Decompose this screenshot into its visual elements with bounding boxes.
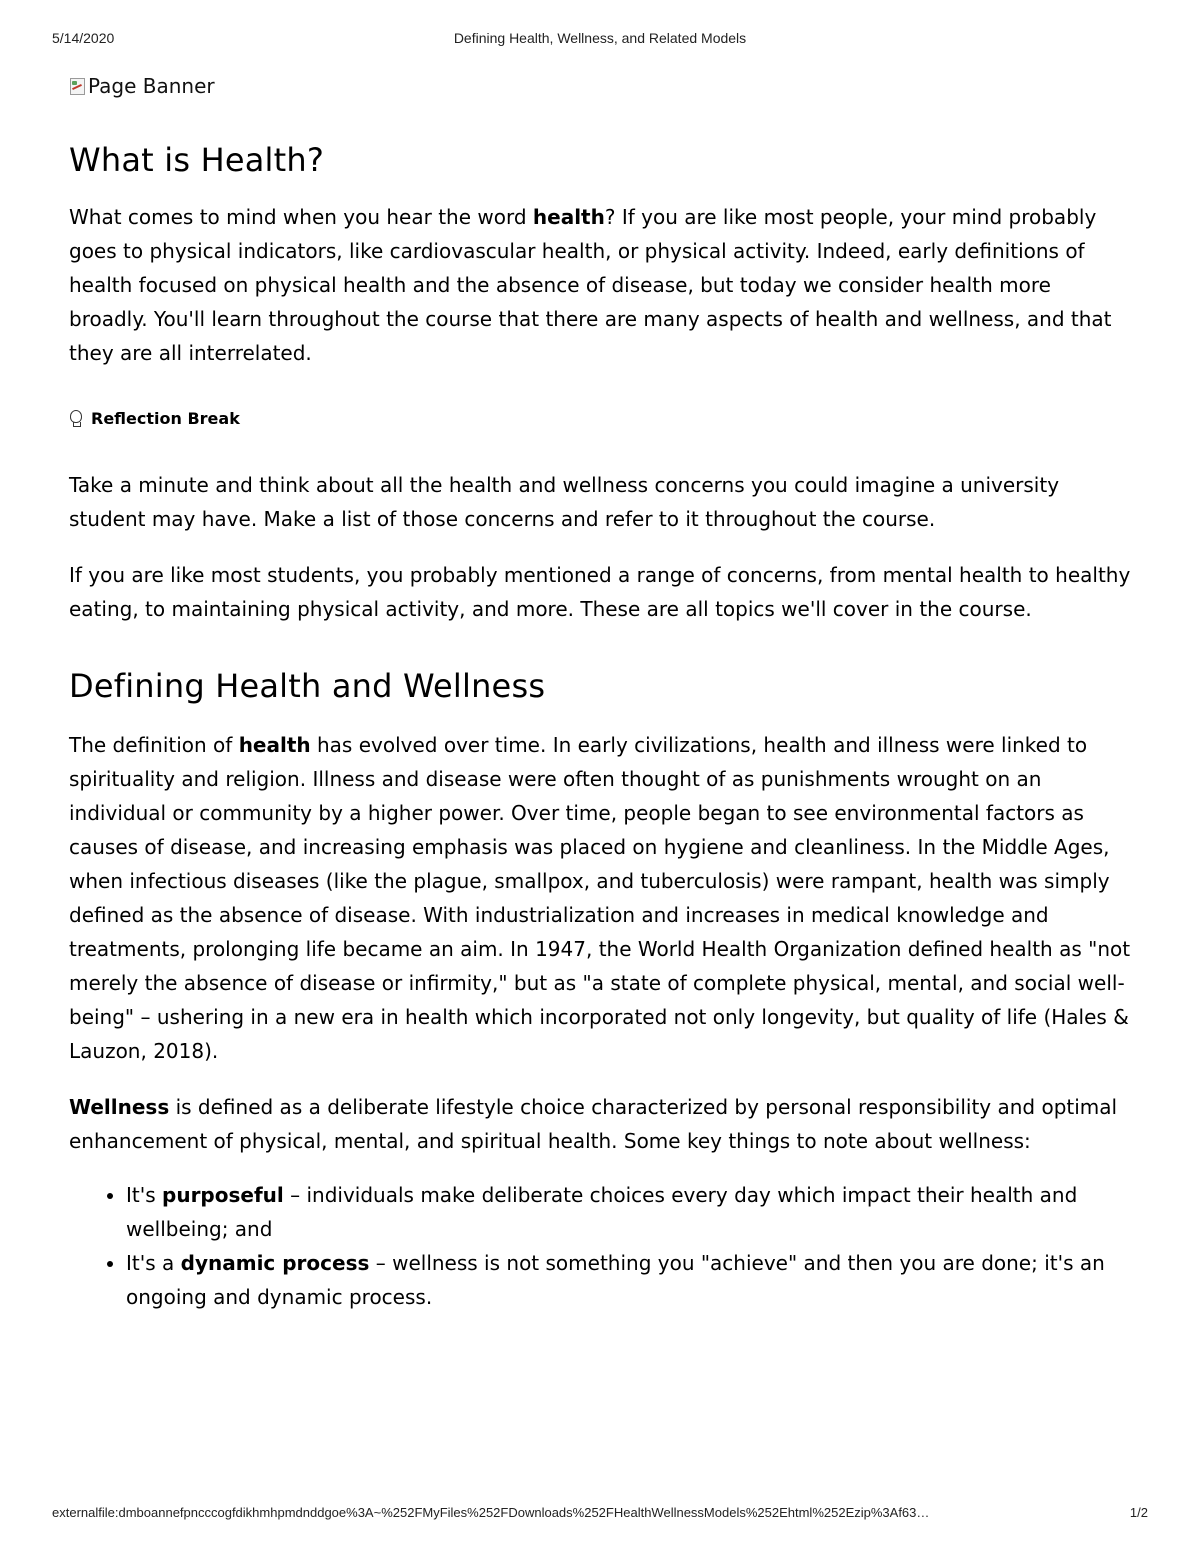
print-document-title: Defining Health, Wellness, and Related Models — [453, 30, 747, 46]
broken-image-icon — [69, 77, 85, 95]
definition-text-start: The definition of — [69, 733, 239, 757]
definition-bold-term: health — [238, 733, 311, 757]
wellness-text: is defined as a deliberate lifestyle choice characterized by personal responsibility and optimal enhancement of physical, mental, and spiritual health. Some key things to note about wellness: — [69, 1095, 1118, 1153]
print-url: externalfile:dmboannefpncccogfdikhmhpmdnddgoe%3A~%252FMyFiles%252FDownloads%252FHealthWellnessModels%252Ehtml%252Ezip%3Af63… — [52, 1505, 930, 1520]
bullet-2-start: It's a — [126, 1251, 181, 1275]
health-definition-paragraph — [69, 728, 1134, 1068]
definition-text-end: has evolved over time. In early civilizations, health and illness were linked to spirituality and religion. Illness and disease were often thought of as punishments wrought on an individual or community by a higher power. Over time, people began to see environmental factors as causes of disease, and increasing emphasis was placed on hygiene and cleanliness. In the Middle Ages, when infectious diseases (like the plague, smallpox, and tuberculosis) were rampant, health was simply defined as the absence of disease. With industrialization and increases in medical knowledge and treatments, prolonging life became an aim. In 1947, the World Health Organization defined health as "not merely the absence of disease or infirmity," but as "a state of complete physical, mental, and social well-being" – ushering in a new era in health which incorporated not only longevity, but quality of life (Hales & Lauzon, 2018). — [69, 733, 1131, 1063]
bullet-1-end: – individuals make deliberate choices every day which impact their health and wellbeing; and — [126, 1183, 1078, 1241]
bullet-1-bold: purposeful — [162, 1183, 284, 1207]
bullet-1-start: It's — [126, 1183, 163, 1207]
list-item — [126, 1246, 1134, 1314]
page-content — [69, 70, 1134, 1314]
reflection-paragraph: Take a minute and think about all the health and wellness concerns you could imagine a university student may have. Make a list of those concerns and refer to it throughout the course. — [69, 473, 1060, 531]
bullet-2-bold: dynamic process — [180, 1251, 370, 1275]
wellness-bullet-list — [69, 1178, 1134, 1314]
heading-defining-health-wellness: Defining Health and Wellness — [69, 667, 546, 705]
reflection-break — [69, 406, 1134, 432]
followup-paragraph: If you are like most students, you probably mentioned a range of concerns, from mental health to healthy eating, to maintaining physical activity, and more. These are all topics we'll cover in the course. — [69, 563, 1131, 621]
list-item — [126, 1178, 1134, 1246]
intro-bold-term: health — [532, 205, 605, 229]
bullet-2-end: – wellness is not something you "achieve" and then you are done; it's an ongoing and dynamic process. — [126, 1251, 1105, 1309]
page-number: 1/2 — [1129, 1505, 1148, 1520]
page-banner — [69, 70, 1134, 102]
intro-paragraph — [69, 200, 1134, 370]
heading-what-is-health: What is Health? — [69, 141, 325, 179]
lightbulb-icon — [69, 410, 83, 428]
print-header — [52, 30, 1148, 50]
intro-text-start: What comes to mind when you hear the word — [69, 205, 533, 229]
banner-alt-text: Page Banner — [88, 74, 215, 98]
print-footer — [52, 1505, 1148, 1525]
intro-text-end: ? If you are like most people, your mind probably goes to physical indicators, like cardiovascular health, or physical activity. Indeed, early definitions of health focused on physical health and the absence of disease, but today we consider health more broadly. You'll learn throughout the course that there are many aspects of health and wellness, and that they are all interrelated. — [69, 205, 1112, 365]
print-date: 5/14/2020 — [52, 30, 115, 46]
reflection-break-label: Reflection Break — [91, 409, 240, 428]
wellness-paragraph — [69, 1090, 1134, 1158]
wellness-bold-term: Wellness — [69, 1095, 170, 1119]
